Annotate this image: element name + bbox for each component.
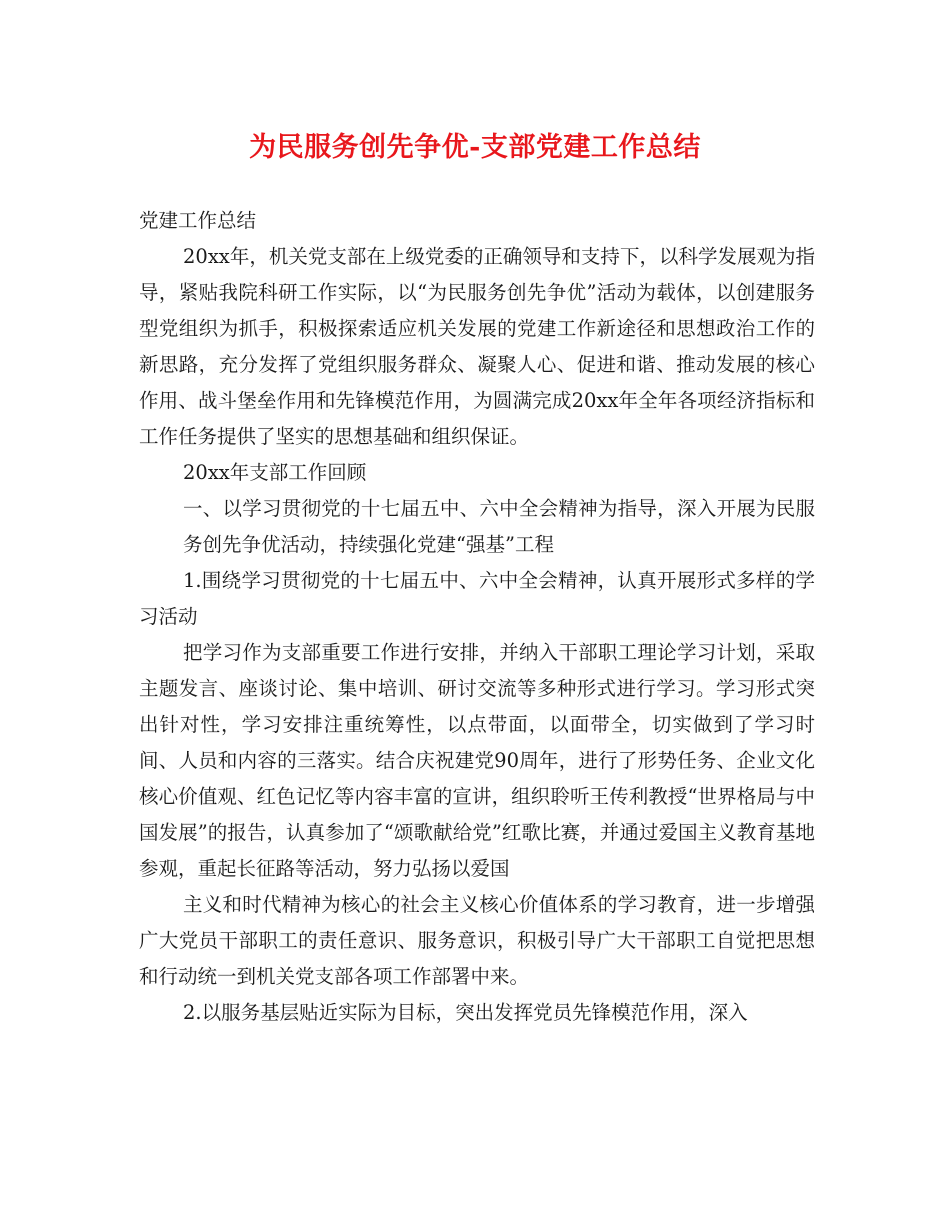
paragraph-item-one: 1.围绕学习贯彻党的十七届五中、六中全会精神，认真开展形式多样的学习活动 bbox=[139, 569, 815, 628]
document-title: 为民服务创先争优-支部党建工作总结 bbox=[249, 132, 701, 163]
paragraph-item-two: 2.以服务基层贴近实际为目标，突出发挥党员先锋模范作用，深入 bbox=[183, 1001, 748, 1024]
document-body bbox=[139, 203, 815, 1031]
paragraph-heading: 党建工作总结 bbox=[139, 209, 257, 232]
paragraph-review-heading: 20xx年支部工作回顾 bbox=[183, 461, 367, 484]
paragraph-study: 把学习作为支部重要工作进行安排，并纳入干部职工理论学习计划，采取主题发言、座谈讨论、集中培训、研讨交流等多种形式进行学习。学习形式突出针对性，学习安排注重统筹性，以点带面，以面带全，切实做到了学习时间、人员和内容的三落实。结合庆祝建党90周年，进行了形势任务、企业文化核心价值观、红色记忆等内容丰富的宣讲，组织聆听王传利教授“世界格局与中国发展”的报告，认真参加了“颂歌献给党”红歌比赛，并通过爱国主义教育基地参观，重起长征路等活动，努力弘扬以爱国 bbox=[139, 641, 815, 880]
paragraph-intro: 20xx年，机关党支部在上级党委的正确领导和支持下，以科学发展观为指导，紧贴我院科研工作实际，以“为民服务创先争优”活动为载体，以创建服务型党组织为抓手，积极探索适应机关发展的党建工作新途径和思想政治工作的新思路，充分发挥了党组织服务群众、凝聚人心、促进和谐、推动发展的核心作用、战斗堡垒作用和先锋模范作用，为圆满完成20xx年全年各项经济指标和工作任务提供了坚实的思想基础和组织保证。 bbox=[139, 245, 815, 448]
paragraph-study-continued: 主义和时代精神为核心的社会主义核心价值体系的学习教育，进一步增强广大党员干部职工的责任意识、服务意识，积极引导广大干部职工自觉把思想和行动统一到机关党支部各项工作部署中来。 bbox=[139, 893, 815, 988]
paragraph-section-one: 一、以学习贯彻党的十七届五中、六中全会精神为指导，深入开展为民服务创先争优活动，持续强化党建“强基”工程 bbox=[183, 497, 815, 556]
